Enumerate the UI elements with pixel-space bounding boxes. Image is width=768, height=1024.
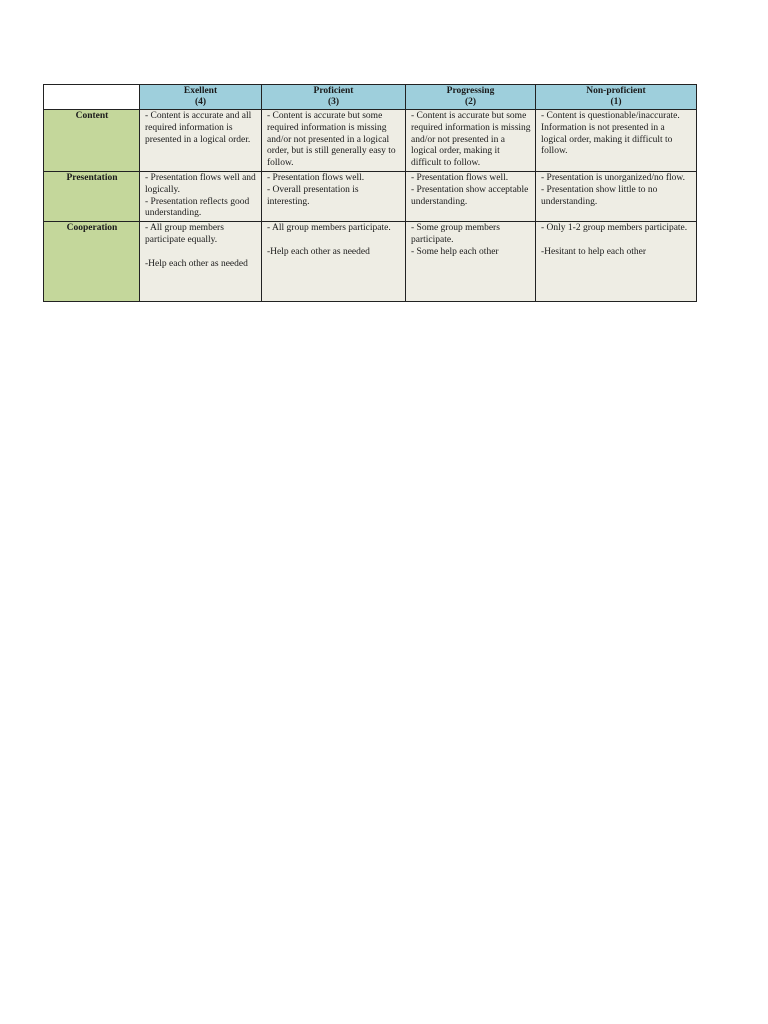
descriptor-cell [536,110,697,172]
descriptor-cell [406,222,536,302]
level-name: Proficient [313,86,354,96]
descriptor-line: - Some group members participate. [411,223,500,245]
header-corner-cell [44,85,140,110]
level-score: (2) [464,97,477,107]
level-score: (1) [610,97,622,107]
descriptor-line: - Some help each other [411,246,499,257]
criterion-label: Cooperation [44,222,140,302]
header-level-2 [406,85,536,110]
descriptor-cell [262,222,406,302]
descriptor-cell [536,171,697,221]
rubric-row-presentation [44,171,697,221]
descriptor-line: - All group members participate equally. [145,223,224,245]
descriptor-cell [140,222,262,302]
descriptor-cell [262,110,406,172]
line-gap [145,247,257,259]
descriptor-cell [536,222,697,302]
rubric-row-content [44,110,697,172]
level-name: Non-proficient [586,86,646,96]
descriptor-line: - Content is accurate and all required information is presented in a logical order. [145,111,252,145]
descriptor-line: - Presentation reflects good understanding. [145,196,250,219]
descriptor-line: - All group members participate. [267,223,391,234]
level-name: Exellent [183,86,218,96]
rubric-row-cooperation [44,222,697,302]
criterion-label: Content [44,110,140,172]
descriptor-line: -Hesitant to help each other [541,246,646,257]
level-score: (4) [194,97,207,107]
descriptor-line: - Presentation flows well. [411,172,509,183]
descriptor-line: - Presentation flows well and logically. [145,172,256,195]
header-level-3 [262,85,406,110]
header-level-4 [140,85,262,110]
line-gap [541,235,692,247]
descriptor-cell [406,110,536,172]
descriptor-line: - Overall presentation is interesting. [267,184,359,207]
criterion-label: Presentation [44,171,140,221]
line-gap [267,235,401,247]
descriptor-line: -Help each other as needed [267,246,370,257]
descriptor-line: - Only 1-2 group members participate. [541,223,688,234]
header-level-1 [536,85,697,110]
descriptor-line: - Presentation flows well. [267,172,365,183]
level-score: (3) [327,97,340,107]
descriptor-cell [262,171,406,221]
descriptor-line: - Content is accurate but some required information is missing and/or not presented in a logical order, making it difficult to follow. [411,111,531,169]
descriptor-line: -Help each other as needed [145,258,248,269]
descriptor-cell [140,110,262,172]
header-row [44,85,697,110]
descriptor-line: - Content is accurate but some required information is missing and/or not presented in a logical order, but is still generally easy to follow. [267,111,396,169]
descriptor-line: - Presentation show little to no understanding. [541,184,658,207]
level-name: Progressing [446,86,495,96]
descriptor-line: - Presentation show acceptable understanding. [411,184,529,207]
rubric-table [43,84,697,302]
descriptor-line: - Content is questionable/inaccurate. Information is not presented in a logical order, making it difficult to follow. [541,111,680,157]
descriptor-cell [140,171,262,221]
descriptor-line: - Presentation is unorganized/no flow. [541,172,686,183]
descriptor-cell [406,171,536,221]
